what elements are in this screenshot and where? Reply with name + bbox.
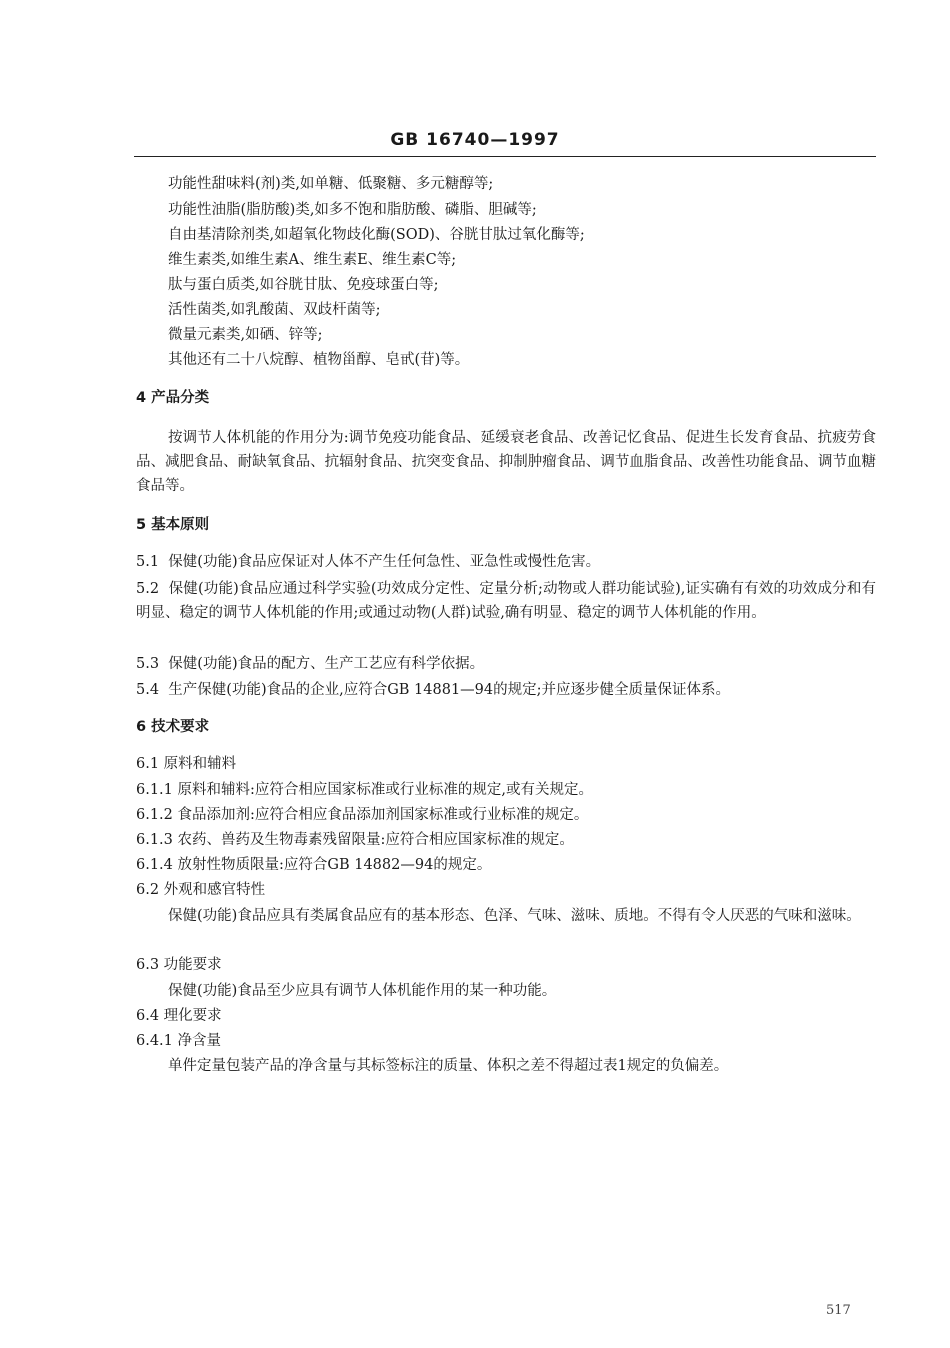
clause-6-1: 6.1 原料和辅料	[136, 756, 237, 772]
clause-6-4: 6.4 理化要求	[136, 1008, 222, 1024]
clause-6-3: 6.3 功能要求	[136, 957, 222, 973]
standard-number-header: GB 16740—1997	[390, 130, 560, 150]
clause-5-4	[136, 678, 876, 702]
list-item: 肽与蛋白质类,如谷胱甘肽、免疫球蛋白等;	[168, 277, 439, 293]
clause-text: 保健(功能)食品的配方、生产工艺应有科学依据。	[168, 656, 485, 672]
section-5-heading: 5 基本原则	[136, 517, 210, 533]
clause-number: 5.1	[136, 554, 160, 570]
clause-6-2: 6.2 外观和感官特性	[136, 882, 266, 898]
clause-6-3-text: 保健(功能)食品至少应具有调节人体机能作用的某一种功能。	[168, 983, 557, 999]
page-number: 517	[826, 1303, 851, 1318]
clause-6-1-4: 6.1.4 放射性物质限量:应符合GB 14882—94的规定。	[136, 857, 492, 873]
clause-6-4-1: 6.4.1 净含量	[136, 1033, 222, 1049]
clause-6-1-3: 6.1.3 农药、兽药及生物毒素残留限量:应符合相应国家标准的规定。	[136, 832, 574, 848]
list-item: 自由基清除剂类,如超氧化物歧化酶(SOD)、谷胱甘肽过氧化酶等;	[168, 227, 585, 243]
list-item: 其他还有二十八烷醇、植物甾醇、皂甙(苷)等。	[168, 352, 470, 368]
section-4-heading: 4 产品分类	[136, 390, 210, 406]
clause-text: 生产保健(功能)食品的企业,应符合GB 14881—94的规定;并应逐步健全质量保证体系。	[168, 682, 731, 698]
list-item: 维生素类,如维生素A、维生素E、维生素C等;	[168, 252, 457, 268]
clause-6-1-1: 6.1.1 原料和辅料:应符合相应国家标准或行业标准的规定,或有关规定。	[136, 782, 593, 798]
section-4-paragraph: 按调节人体机能的作用分为:调节免疫功能食品、延缓衰老食品、改善记忆食品、促进生长发育食品、抗疲劳食品、减肥食品、耐缺氧食品、抗辐射食品、抗突变食品、抑制肿瘤食品、调节血脂食品、改善性功能食品、调节血糖食品等。	[136, 430, 876, 494]
clause-6-2-text: 保健(功能)食品应具有类属食品应有的基本形态、色泽、气味、滋味、质地。不得有令人厌恶的气味和滋味。	[168, 908, 861, 924]
list-item: 微量元素类,如硒、锌等;	[168, 327, 323, 343]
clause-text: 保健(功能)食品应保证对人体不产生任何急性、亚急性或慢性危害。	[168, 554, 601, 570]
header-rule	[134, 156, 876, 157]
clause-5-3	[136, 652, 876, 676]
clause-number: 5.3	[136, 656, 160, 672]
clause-6-4-1-text: 单件定量包装产品的净含量与其标签标注的质量、体积之差不得超过表1规定的负偏差。	[168, 1058, 729, 1074]
section-6-heading: 6 技术要求	[136, 719, 210, 735]
clause-6-1-2: 6.1.2 食品添加剂:应符合相应食品添加剂国家标准或行业标准的规定。	[136, 807, 589, 823]
clause-5-2	[136, 577, 876, 625]
list-item: 功能性油脂(脂肪酸)类,如多不饱和脂肪酸、磷脂、胆碱等;	[168, 202, 537, 218]
list-item: 活性菌类,如乳酸菌、双歧杆菌等;	[168, 302, 381, 318]
clause-5-1	[136, 550, 876, 574]
list-item: 功能性甜味料(剂)类,如单糖、低聚糖、多元糖醇等;	[168, 176, 494, 192]
clause-text: 保健(功能)食品应通过科学实验(功效成分定性、定量分析;动物或人群功能试验),证实确有有效的功效成分和有明显、稳定的调节人体机能的作用;或通过动物(人群)试验,确有明显、稳定的调节人体机能的作用。	[136, 581, 877, 621]
clause-number: 5.2	[136, 581, 160, 597]
clause-number: 5.4	[136, 682, 160, 698]
